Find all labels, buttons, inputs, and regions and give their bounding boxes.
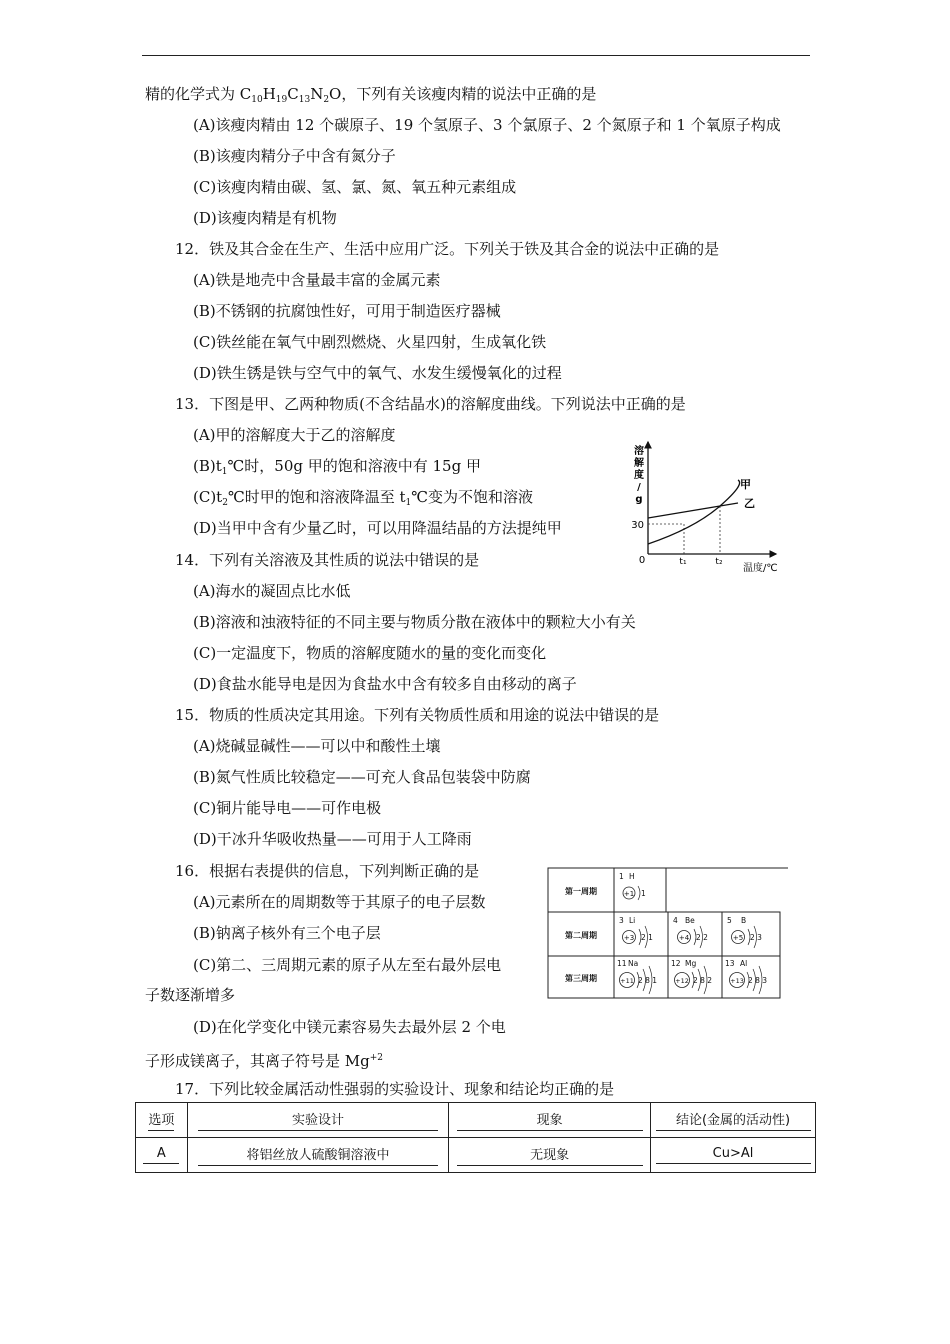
element-na-nucleus: +11	[620, 977, 634, 985]
element-mg-shells: 2 8 2	[693, 976, 713, 985]
period-1-label: 第一周期	[565, 887, 597, 896]
element-h-symbol: H	[629, 872, 635, 881]
q17-table	[135, 1102, 816, 1173]
element-be-shells: 2 2	[696, 933, 708, 942]
element-al-number: 13	[725, 959, 735, 968]
q12-stem: 12．铁及其合金在生产、生活中应用广泛。下列关于铁及其合金的说法中正确的是	[175, 240, 720, 258]
header-rule	[142, 55, 810, 56]
q14-stem: 14．下列有关溶液及其性质的说法中错误的是	[175, 551, 480, 569]
q16-stem: 16．根据右表提供的信息，下列判断正确的是	[175, 862, 480, 880]
element-be-symbol: Be	[685, 916, 695, 925]
q14-option-a: (A)海水的凝固点比水低	[193, 582, 351, 600]
q13-stem: 13．下图是甲、乙两种物质(不含结晶水)的溶解度曲线。下列说法中正确的是	[175, 395, 686, 413]
series-jia-label: 甲	[740, 478, 751, 491]
q11-option-d: (D)该瘦肉精是有机物	[193, 209, 337, 227]
period-3-label: 第三周期	[565, 974, 597, 983]
y-axis-label-char: /	[637, 482, 641, 493]
q11-option-b: (B)该瘦肉精分子中含有氮分子	[193, 147, 396, 165]
q11-option-c: (C)该瘦肉精由碳、氢、氯、氮、氧五种元素组成	[193, 178, 517, 196]
q12-option-c: (C)铁丝能在氧气中剧烈燃烧、火星四射，生成氧化铁	[193, 333, 547, 351]
table-header-cell: 选项	[136, 1103, 188, 1138]
element-b-number: 5	[727, 916, 732, 925]
table-header-row	[136, 1103, 816, 1138]
element-li-number: 3	[619, 916, 624, 925]
table-row	[136, 1138, 816, 1173]
q16-option-b: (B)钠离子核外有三个电子层	[193, 924, 381, 942]
element-h-nucleus: +1	[623, 890, 635, 898]
solubility-chart	[628, 440, 790, 574]
y-axis-label-char: g	[635, 494, 643, 505]
q15-option-d: (D)干冰升华吸收热量——可用于人工降雨	[193, 830, 472, 848]
series-jia-line	[648, 480, 740, 544]
element-na-shells: 2 8 1	[638, 976, 658, 985]
element-na-number: 11	[617, 959, 627, 968]
element-mg-nucleus: +12	[675, 977, 689, 985]
element-be-nucleus: +4	[678, 934, 690, 942]
element-li-symbol: Li	[629, 916, 636, 925]
q14-option-d: (D)食盐水能导电是因为食盐水中含有较多自由移动的离子	[193, 675, 577, 693]
x-tick-t2: t₂	[715, 557, 723, 567]
q14-option-b: (B)溶液和浊液特征的不同主要与物质分散在液体中的颗粒大小有关	[193, 613, 636, 631]
table-cell: Cu>Al	[651, 1138, 816, 1173]
series-yi-label: 乙	[744, 497, 755, 510]
y-axis-label-char: 解	[634, 458, 644, 469]
q14-option-c: (C)一定温度下，物质的溶解度随水的量的变化而变化	[193, 644, 547, 662]
element-al-shells: 2 8 3	[748, 976, 768, 985]
q16-option-d-line1: (D)在化学变化中镁元素容易失去最外层 2 个电	[193, 1018, 506, 1036]
q11-stem: 精的化学式为 $C_{10}H_{19}C_{13}N_2O$，下列有关该瘦肉精的说法中正确的是	[145, 85, 597, 105]
table-cell: 无现象	[449, 1138, 651, 1173]
q16-option-c-line1: (C)第二、三周期元素的原子从左至右最外层电	[193, 956, 502, 974]
element-li-shells: 2 1	[641, 933, 653, 942]
element-na-symbol: Na	[628, 959, 639, 968]
q16-option-a: (A)元素所在的周期数等于其原子的电子层数	[193, 893, 486, 911]
y-tick-30: 30	[631, 520, 644, 531]
q12-option-a: (A)铁是地壳中含量最丰富的金属元素	[193, 271, 441, 289]
y-axis-label-char: 度	[634, 470, 644, 481]
element-h-shells: 1	[641, 889, 646, 898]
q15-option-b: (B)氮气性质比较稳定——可充人食品包装袋中防腐	[193, 768, 531, 786]
element-b-symbol: B	[741, 916, 747, 925]
q16-option-d-line2: 子形成镁离子，其离子符号是 $Mg^{+2}$	[145, 1052, 384, 1070]
element-h-shell-arc	[638, 886, 640, 900]
element-al-symbol: Al	[740, 959, 748, 968]
element-mg-number: 12	[671, 959, 681, 968]
q13-option-d: (D)当甲中含有少量乙时，可以用降温结晶的方法提纯甲	[193, 519, 562, 537]
q16-option-c-line2: 子数逐渐增多	[145, 986, 236, 1004]
y-axis-label	[634, 444, 645, 505]
element-b-nucleus: +5	[732, 934, 744, 942]
table-header-cell: 结论(金属的活动性)	[651, 1103, 816, 1138]
q15-option-c: (C)铜片能导电——可作电极	[193, 799, 382, 817]
series-yi-line	[648, 503, 738, 518]
element-h-number: 1	[619, 872, 624, 881]
x-tick-t1: t₁	[679, 557, 687, 567]
table-header-cell: 实验设计	[187, 1103, 449, 1138]
element-al-nucleus: +13	[730, 977, 744, 985]
element-b-shells: 2 3	[750, 933, 762, 942]
table-header-cell: 现象	[449, 1103, 651, 1138]
q12-option-d: (D)铁生锈是铁与空气中的氧气、水发生缓慢氧化的过程	[193, 364, 562, 382]
q13-option-c: $(C)t_2℃$时甲的饱和溶液降温至 $t_1℃$变为不饱和溶液	[193, 488, 534, 508]
periodic-table-diagram	[545, 866, 790, 1000]
table-cell: A	[136, 1138, 188, 1173]
period-2-label: 第二周期	[565, 931, 597, 940]
q11-option-a: (A)该瘦肉精由 12 个碳原子、19 个氢原子、3 个氯原子、2 个氮原子和 1 个氧原子构成	[193, 116, 781, 134]
q15-option-a: (A)烧碱显碱性——可以中和酸性土壤	[193, 737, 441, 755]
element-li-nucleus: +3	[623, 934, 635, 942]
x-axis-label: 温度/℃	[743, 563, 778, 574]
origin-label: 0	[638, 555, 646, 566]
q17-stem: 17．下列比较金属活动性强弱的实验设计、现象和结论均正确的是	[175, 1080, 615, 1098]
q13-option-b: $(B)t_1℃$时，50g 甲的饱和溶液中有 15g 甲	[193, 457, 481, 477]
y-axis-label-char: 溶	[634, 446, 644, 457]
table-cell: 将铝丝放人硫酸铜溶液中	[187, 1138, 449, 1173]
element-mg-symbol: Mg	[685, 959, 697, 968]
q12-option-b: (B)不锈钢的抗腐蚀性好，可用于制造医疗器械	[193, 302, 501, 320]
q15-stem: 15．物质的性质决定其用途。下列有关物质性质和用途的说法中错误的是	[175, 706, 660, 724]
element-be-number: 4	[673, 916, 678, 925]
q13-option-a: (A)甲的溶解度大于乙的溶解度	[193, 426, 396, 444]
